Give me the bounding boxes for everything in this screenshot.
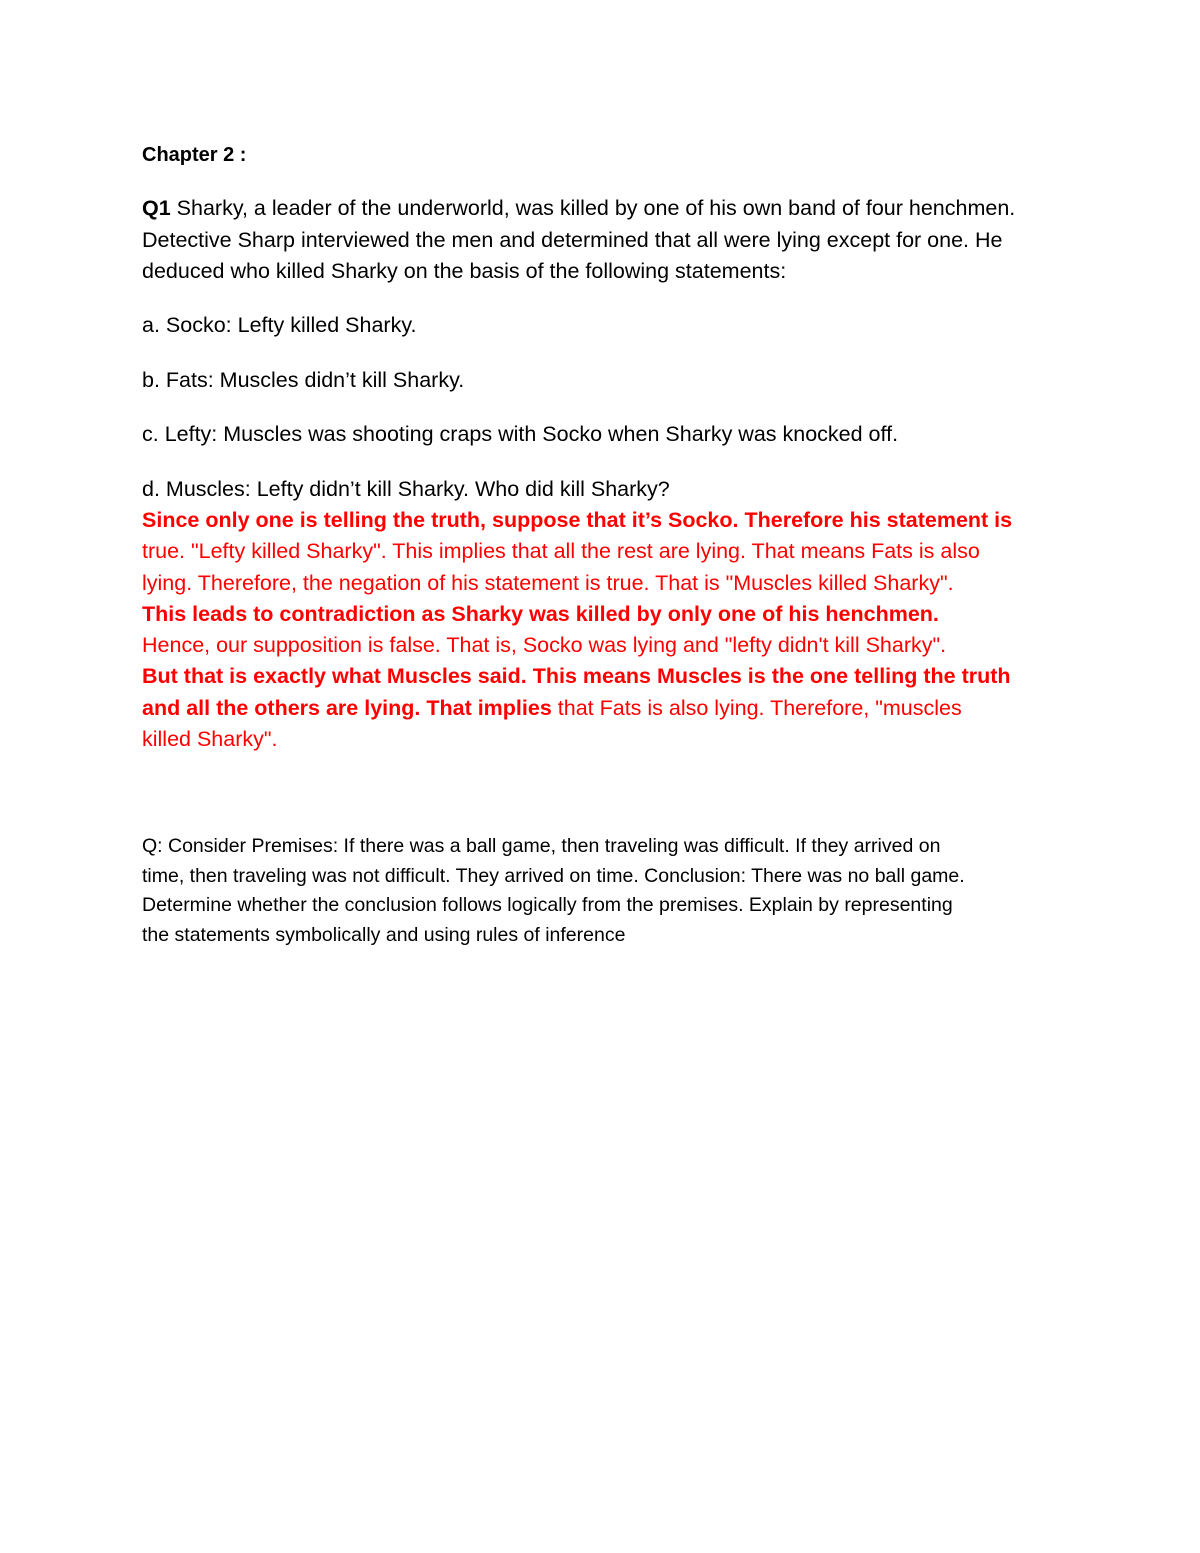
answer-line-7-regular: that Fats is also lying. Therefore, "muscles <box>557 695 962 720</box>
answer-line-7 <box>142 693 1102 724</box>
question-2-line-4: the statements symbolically and using rules of inference <box>142 923 626 946</box>
answer-line-2: true. "Lefty killed Sharky". This implies that all the rest are lying. That means Fats is also <box>142 539 980 564</box>
answer-line-5: Hence, our supposition is false. That is, Socko was lying and "lefty didn't kill Sharky". <box>142 633 947 658</box>
answer-line-7-bold: and all the others are lying. That implies <box>142 695 558 720</box>
statement-d: d. Muscles: Lefty didn’t kill Sharky. Who did kill Sharky? <box>142 477 670 501</box>
chapter-title: Chapter 2 : <box>142 144 247 166</box>
question-1 <box>142 193 1072 288</box>
answer-line-6: But that is exactly what Muscles said. This means Muscles is the one telling the truth <box>142 664 1011 689</box>
statement-a: a. Socko: Lefty killed Sharky. <box>142 313 417 337</box>
question-1-label: Q1 <box>142 196 171 220</box>
question-2-line-3: Determine whether the conclusion follows logically from the premises. Explain by representing <box>142 894 953 917</box>
answer-line-3: lying. Therefore, the negation of his statement is true. That is "Muscles killed Sharky". <box>142 570 954 595</box>
answer-line-1: Since only one is telling the truth, suppose that it’s Socko. Therefore his statement is <box>142 508 1013 532</box>
question-2 <box>142 832 1072 950</box>
statement-b: b. Fats: Muscles didn’t kill Sharky. <box>142 368 465 392</box>
answer-line-4: This leads to contradiction as Sharky was killed by only one of his henchmen. <box>142 601 939 626</box>
answer-block <box>142 505 1102 755</box>
question-2-line-1: Q: Consider Premises: If there was a ball game, then traveling was difficult. If they arrived on <box>142 835 941 857</box>
answer-line-8: killed Sharky". <box>142 727 278 752</box>
question-1-text: Sharky, a leader of the underworld, was killed by one of his own band of four henchmen. Detective Sharp interviewed the men and determined that all were lying except for one. He deduced who killed Sharky on the basis of the following statements: <box>142 196 1016 283</box>
question-2-line-2: time, then traveling was not difficult. They arrived on time. Conclusion: There was no ball game. <box>142 864 965 887</box>
statement-c: c. Lefty: Muscles was shooting craps with Socko when Sharky was knocked off. <box>142 422 899 446</box>
